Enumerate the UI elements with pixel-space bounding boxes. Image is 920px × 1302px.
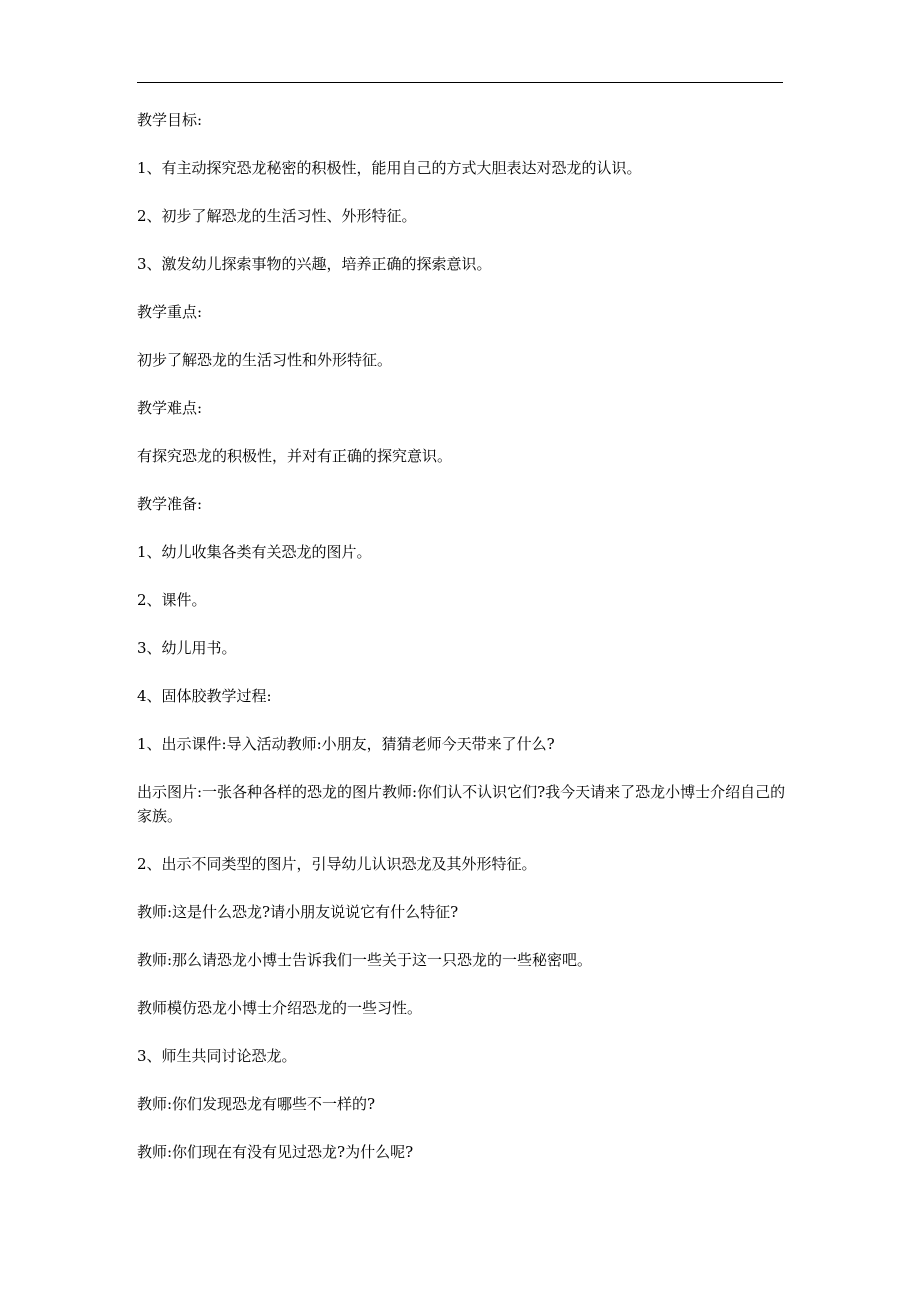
goal-item-1: 1、有主动探究恐龙秘密的积极性，能用自己的方式大胆表达对恐龙的认识。 [137, 159, 642, 177]
process-step-1: 1、出示课件:导入活动教师:小朋友，猜猜老师今天带来了什么? [137, 735, 555, 753]
process-step-2: 2、出示不同类型的图片，引导幼儿认识恐龙及其外形特征。 [137, 855, 537, 873]
preparation-item-2: 2、课件。 [137, 591, 207, 609]
heading-preparation: 教学准备: [137, 495, 203, 513]
preparation-item-3: 3、幼儿用书。 [137, 639, 237, 657]
process-step-3-question-1: 教师:你们发现恐龙有哪些不一样的? [137, 1095, 376, 1113]
process-step-2-question: 教师:这是什么恐龙?请小朋友说说它有什么特征? [137, 903, 459, 921]
document-body [137, 108, 787, 1188]
difficulties-text: 有探究恐龙的积极性，并对有正确的探究意识。 [137, 447, 453, 465]
process-step-3: 3、师生共同讨论恐龙。 [137, 1047, 297, 1065]
heading-key-points: 教学重点: [137, 303, 203, 321]
preparation-item-1: 1、幼儿收集各类有关恐龙的图片。 [137, 543, 372, 561]
heading-teaching-goals: 教学目标: [137, 111, 203, 129]
process-step-3-question-2: 教师:你们现在有没有见过恐龙?为什么呢? [137, 1143, 414, 1161]
goal-item-2: 2、初步了解恐龙的生活习性、外形特征。 [137, 207, 417, 225]
goal-item-3: 3、激发幼儿探索事物的兴趣，培养正确的探索意识。 [137, 255, 492, 273]
key-points-text: 初步了解恐龙的生活习性和外形特征。 [137, 351, 393, 369]
preparation-item-4: 4、固体胶教学过程: [137, 687, 272, 705]
header-rule [137, 82, 783, 83]
process-step-2-imitate: 教师模仿恐龙小博士介绍恐龙的一些习性。 [137, 999, 423, 1017]
process-step-2-secret: 教师:那么请恐龙小博士告诉我们一些关于这一只恐龙的一些秘密吧。 [137, 951, 593, 969]
heading-difficulties: 教学难点: [137, 399, 203, 417]
process-step-1-detail: 出示图片:一张各种各样的恐龙的图片教师:你们认不认识它们?我今天请来了恐龙小博士介绍自己的家族。 [137, 783, 786, 825]
